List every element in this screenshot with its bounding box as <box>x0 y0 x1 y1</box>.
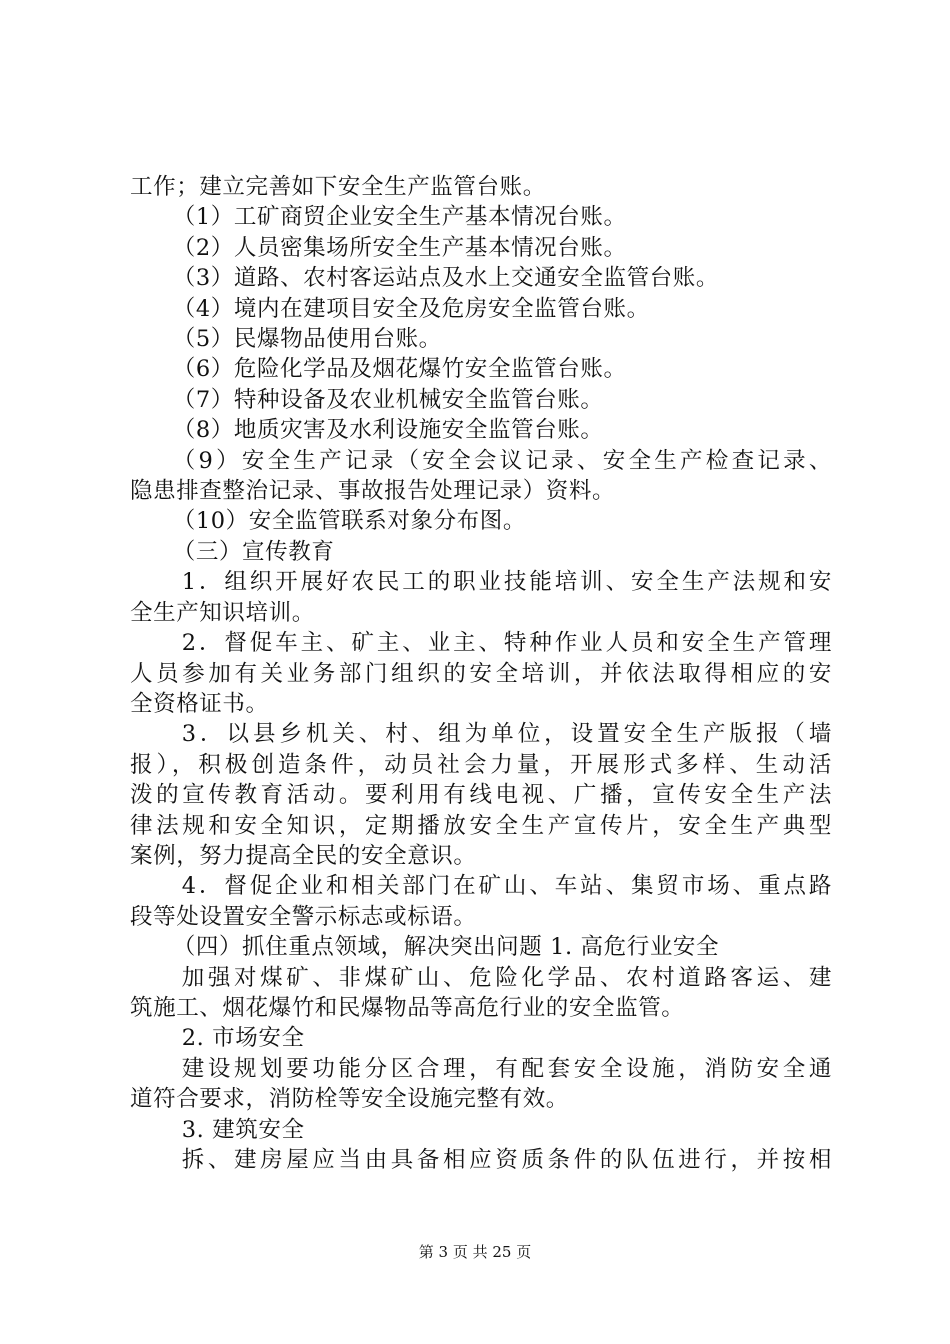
ledger-item-8: （8）地质灾害及水利设施安全监管台账。 <box>172 417 604 444</box>
section-heading-3: （三）宣传教育 <box>172 538 335 565</box>
text-line: 泼的宣传教育活动。要利用有线电视、广播，宣传安全生产法 <box>130 782 832 809</box>
paragraph-start: 1．组织开展好农民工的职业技能培训、安全生产法规和安 <box>181 569 832 596</box>
paragraph-start: 加强对煤矿、非煤矿山、危险化学品、农村道路客运、建 <box>181 964 832 991</box>
paragraph-start: 3．以县乡机关、村、组为单位，设置安全生产版报（墙 <box>181 721 832 748</box>
section-heading-4: （四）抓住重点领域，解决突出问题 1. 高危行业安全 <box>172 934 720 961</box>
text-line: 全生产知识培训。 <box>130 599 315 626</box>
paragraph-start: 拆、建房屋应当由具备相应资质条件的队伍进行，并按相 <box>181 1147 832 1173</box>
ledger-item-1: （1）工矿商贸企业安全生产基本情况台账。 <box>172 204 627 231</box>
ledger-item-2: （2）人员密集场所安全生产基本情况台账。 <box>172 234 627 261</box>
subsection-heading-building: 3. 建筑安全 <box>181 1116 305 1143</box>
ledger-item-3: （3）道路、农村客运站点及水上交通安全监管台账。 <box>172 265 719 292</box>
text-line: 案例，努力提高全民的安全意识。 <box>130 842 477 869</box>
paragraph-start: 2．督促车主、矿主、业主、特种作业人员和安全生产管理 <box>181 630 832 657</box>
page-footer: 第 3 页 共 25 页 <box>418 1243 532 1261</box>
text-line: 段等处设置安全警示标志或标语。 <box>130 903 477 930</box>
ledger-item-4: （4）境内在建项目安全及危房安全监管台账。 <box>172 295 650 322</box>
text-line: 报），积极创造条件，动员社会力量，开展形式多样、生动活 <box>130 751 832 778</box>
subsection-heading-market: 2. 市场安全 <box>181 1025 305 1052</box>
paragraph-start: 建设规划要功能分区合理，有配套安全设施，消防安全通 <box>181 1055 832 1082</box>
text-line: 筑施工、烟花爆竹和民爆物品等高危行业的安全监管。 <box>130 994 685 1021</box>
ledger-item-6: （6）危险化学品及烟花爆竹安全监管台账。 <box>172 356 627 383</box>
ledger-item-10: （10）安全监管联系对象分布图。 <box>172 508 526 535</box>
document-body <box>130 172 832 1175</box>
text-line: 人员参加有关业务部门组织的安全培训，并依法取得相应的安 <box>130 660 832 687</box>
text-line: 道符合要求，消防栓等安全设施完整有效。 <box>130 1086 569 1113</box>
text-line: 工作；建立完善如下安全生产监管台账。 <box>130 174 546 200</box>
text-line: 律法规和安全知识，定期播放安全生产宣传片，安全生产典型 <box>130 812 832 839</box>
ledger-item-9: （9）安全生产记录（安全会议记录、安全生产检查记录、 <box>172 447 832 474</box>
text-line: 全资格证书。 <box>130 690 269 717</box>
paragraph-start: 4．督促企业和相关部门在矿山、车站、集贸市场、重点路 <box>181 873 832 900</box>
ledger-item-5: （5）民爆物品使用台账。 <box>172 326 442 353</box>
text-line: 隐患排查整治记录、事故报告处理记录）资料。 <box>130 478 616 505</box>
ledger-item-7: （7）特种设备及农业机械安全监管台账。 <box>172 386 604 413</box>
